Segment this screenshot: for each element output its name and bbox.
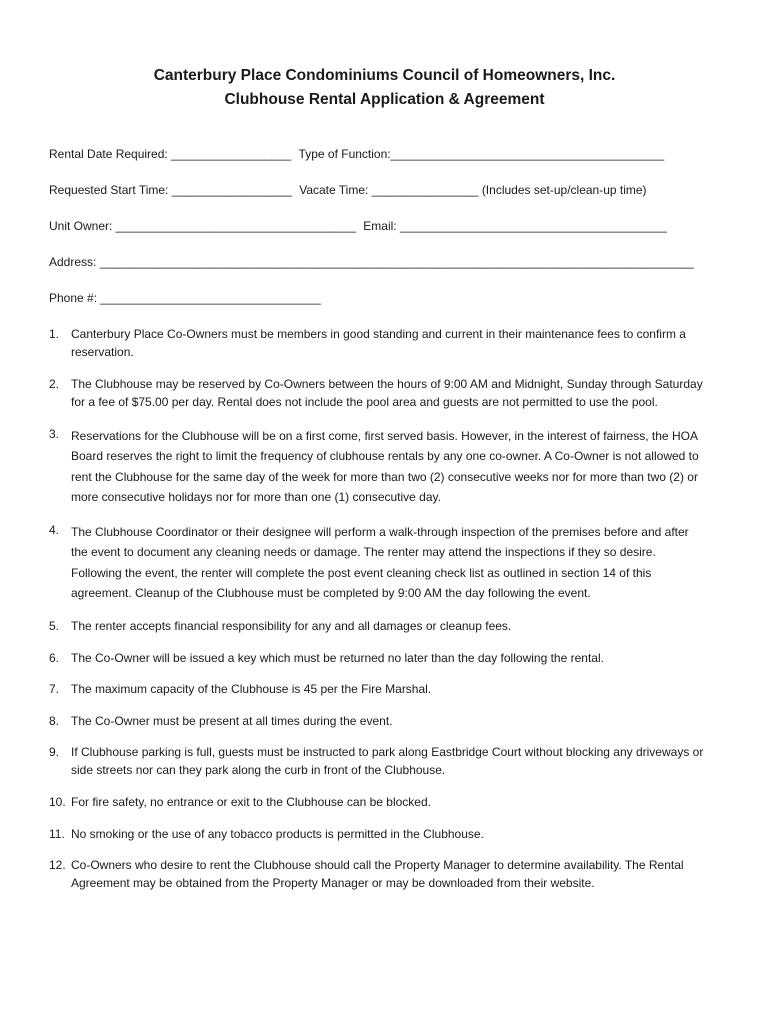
rule-number: 9. [49, 745, 60, 760]
list-item [49, 650, 708, 668]
rule-text: The maximum capacity of the Clubhouse is 45 per the Fire Marshal. [71, 682, 432, 697]
list-item [49, 713, 708, 731]
document-title: Canterbury Place Condominiums Council of Homeowners, Inc. [153, 67, 616, 84]
list-item [49, 744, 708, 779]
rule-text: Co-Owners who desire to rent the Clubhouse should call the Property Manager to determine availability. The Rental Agreement may be obtained from the Property Manager or may be downloaded from their website. [71, 858, 684, 890]
rule-text: No smoking or the use of any tobacco products is permitted in the Clubhouse. [71, 826, 484, 841]
rule-text: For fire safety, no entrance or exit to the Clubhouse can be blocked. [71, 795, 431, 810]
type-of-function-field[interactable]: Type of Function:_________________________________________ [298, 147, 665, 161]
rule-number: 12. [49, 858, 66, 873]
rule-number: 2. [49, 377, 60, 391]
address-field[interactable]: Address: _________________________________________________________________________________________ [49, 255, 694, 269]
rule-text: The Clubhouse Coordinator or their designee will perform a walk-through inspection of the premises before and after the event to document any cleaning needs or damage. The renter may attend the inspections if they so desire. Following the event, the renter will complete the post event cleaning check list as outlined in section 14 of this agreement. Cleanup of the Clubhouse must be completed by 9:00 AM the day following the event. [71, 525, 689, 601]
rule-text: The Co-Owner will be issued a key which must be returned no later than the day following the rental. [71, 650, 604, 665]
list-item [49, 326, 708, 361]
list-item [49, 826, 708, 844]
rule-text: The Co-Owner must be present at all times during the event. [71, 713, 393, 728]
rule-number: 8. [49, 713, 60, 728]
email-field[interactable]: Email: ________________________________________ [363, 219, 667, 233]
field-row-date-function [49, 146, 708, 162]
rule-number: 10. [49, 795, 66, 810]
rule-number: 7. [49, 682, 60, 697]
rule-number: 11. [49, 826, 65, 841]
vacate-note: (Includes set-up/clean-up time) [481, 183, 647, 197]
rental-date-field[interactable]: Rental Date Required: __________________ [49, 147, 292, 161]
list-item [49, 857, 708, 892]
list-item [49, 376, 708, 411]
list-item [49, 618, 708, 636]
vacate-time-field[interactable]: Vacate Time: ________________ [299, 183, 479, 197]
phone-field[interactable]: Phone #: _________________________________ [49, 291, 321, 305]
rule-number: 6. [49, 650, 60, 665]
rule-number: 3. [49, 427, 60, 441]
list-item [49, 426, 708, 507]
rule-number: 5. [49, 619, 60, 634]
rule-text: The renter accepts financial responsibility for any and all damages or cleanup fees. [71, 619, 512, 634]
start-time-field[interactable]: Requested Start Time: __________________ [49, 183, 292, 197]
rule-number: 1. [49, 327, 60, 341]
rule-text: If Clubhouse parking is full, guests must be instructed to park along Eastbridge Court without blocking any driveways or side streets nor can they park along the curb in front of the Clubhouse. [71, 745, 704, 777]
rule-text: Canterbury Place Co-Owners must be members in good standing and current in their maintenance fees to confirm a reservation. [71, 327, 686, 359]
document-subtitle: Clubhouse Rental Application & Agreement [224, 91, 545, 108]
field-row-times [49, 182, 708, 198]
rule-number: 4. [49, 523, 60, 538]
rules-list [49, 326, 708, 892]
rule-text: Reservations for the Clubhouse will be on a first come, first served basis. However, in the interest of fairness, the HOA Board reserves the right to limit the frequency of clubhouse rentals by any one co-owner. A Co-Owner is not allowed to rent the Clubhouse for the same day of the week for more than two (2) consecutive weeks nor for more than two (2) or more consecutive holidays nor for more than one (1) consecutive day. [71, 429, 699, 504]
list-item [49, 522, 708, 603]
title-block [61, 64, 708, 112]
field-row-owner-email [49, 218, 708, 234]
field-row-phone [49, 290, 708, 306]
list-item [49, 794, 708, 812]
rule-text: The Clubhouse may be reserved by Co-Owners between the hours of 9:00 AM and Midnight, Sunday through Saturday for a fee of $75.00 per day. Rental does not include the pool area and guests are not permitted to use the pool. [71, 377, 703, 409]
unit-owner-field[interactable]: Unit Owner: ____________________________________ [49, 219, 356, 233]
list-item [49, 681, 708, 699]
field-row-address [49, 254, 708, 270]
